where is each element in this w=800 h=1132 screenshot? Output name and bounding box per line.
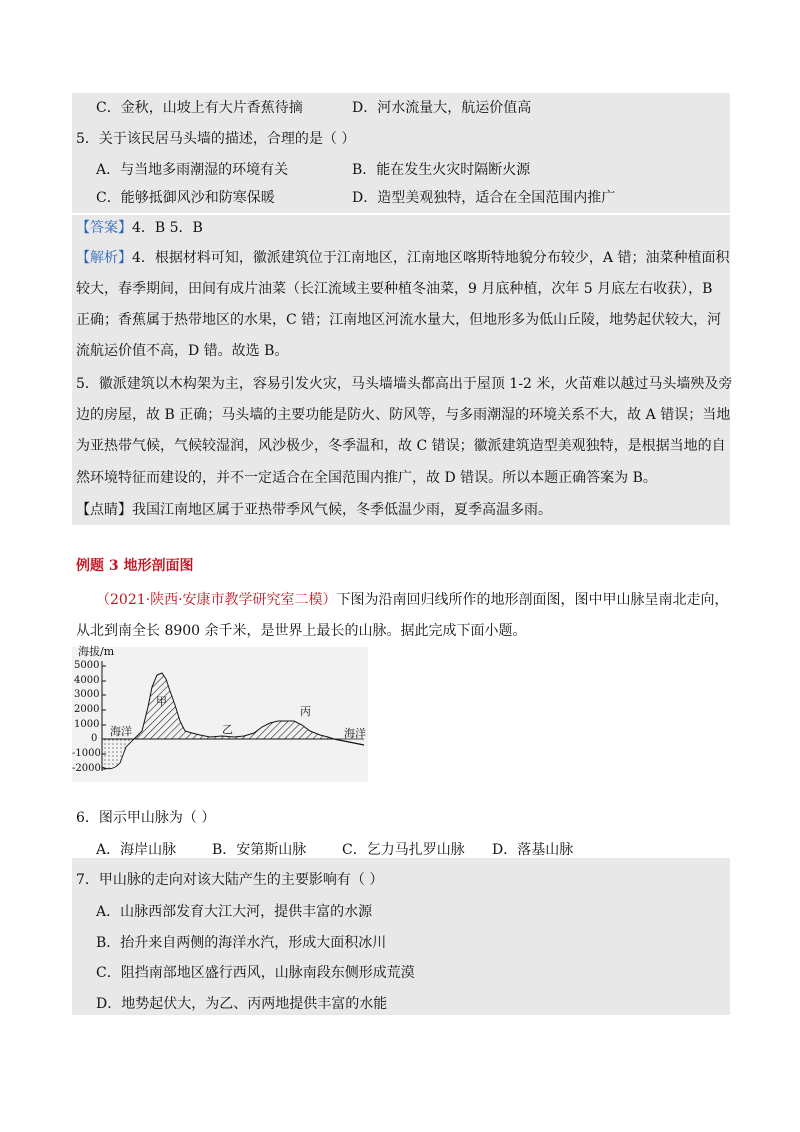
q4-option-d: D．河水流量大，航运价值高 xyxy=(352,100,532,116)
q7-option-a: A．山脉西部发育大江大河，提供丰富的水源 xyxy=(96,904,373,920)
analysis-line-1 xyxy=(76,248,729,268)
example-source: （2021·陕西·安康市教学研究室二模） xyxy=(96,592,337,608)
q4-option-c: C．金秋，山坡上有大片香蕉待摘 xyxy=(96,100,303,116)
q6-option-c: C．乞力马扎罗山脉 xyxy=(342,842,465,858)
tip-line xyxy=(76,500,552,520)
q6-option-a: A．海岸山脉 xyxy=(96,842,177,858)
tick-label-3000: 3000 xyxy=(74,689,100,700)
example-intro-line-2: 从北到南全长 8900 余千米，是世界上最长的山脉。据此完成下面小题。 xyxy=(76,623,527,639)
label-bing: 丙 xyxy=(300,705,311,718)
label-jia: 甲 xyxy=(156,695,167,708)
analysis-tag: 【解析】 xyxy=(76,250,132,266)
tick-label-1000: 1000 xyxy=(74,719,100,730)
q5-option-c: C．能够抵御风沙和防寒保暖 xyxy=(96,190,275,206)
q7-option-d: D．地势起伏大，为乙、丙两地提供丰富的水能 xyxy=(96,996,388,1012)
tick-label-neg2000: -2000 xyxy=(72,763,101,774)
label-yi: 乙 xyxy=(222,723,233,736)
answer-tag: 【答案】 xyxy=(76,220,132,236)
tip-text: 我国江南地区属于亚热带季风气候，冬季低温少雨，夏季高温多雨。 xyxy=(132,502,552,518)
q7-option-c: C．阻挡南部地区盛行西风，山脉南段东侧形成荒漠 xyxy=(96,965,415,981)
ocean-left-shape xyxy=(102,739,134,769)
example-intro-line-1 xyxy=(96,590,729,610)
q6-option-b: B．安第斯山脉 xyxy=(212,842,307,858)
q5-option-b: B．能在发生火灾时隔断火源 xyxy=(352,162,531,178)
analysis-line-3: 正确；香蕉属于热带地区的水果，C 错；江南地区河流水量大，但地形多为低山丘陵，地势起伏较大，河 xyxy=(76,312,722,328)
q7-option-b: B．抬升来自两侧的海洋水汽，形成大面积冰川 xyxy=(96,935,387,951)
terrain-profile-figure xyxy=(72,647,368,782)
tick-label-0: 0 xyxy=(91,733,98,744)
q6-option-d: D．落基山脉 xyxy=(492,842,574,858)
analysis-line-6: 边的房屋，故 B 正确；马头墙的主要功能是防火、防风等，与多雨潮湿的环境关系不大，故 A 错误；当地 xyxy=(76,407,731,423)
q7-stem: 7．甲山脉的走向对该大陆产生的主要影响有（ ） xyxy=(76,872,384,888)
tick-label-5000: 5000 xyxy=(74,660,100,671)
tip-tag: 【点睛】 xyxy=(76,502,132,518)
tick-label-neg1000: -1000 xyxy=(72,748,101,759)
tick-label-4000: 4000 xyxy=(74,675,100,686)
label-ocean-left: 海洋 xyxy=(110,725,132,738)
example-heading: 例题 3 地形剖面图 xyxy=(76,558,194,574)
answer-line xyxy=(76,218,203,238)
example-intro-1: 下图为沿南回归线所作的地形剖面图，图中甲山脉呈南北走向， xyxy=(336,592,729,608)
tick-label-2000: 2000 xyxy=(74,704,100,715)
q5-option-d: D．造型美观独特，适合在全国范围内推广 xyxy=(352,190,616,206)
profile-axis-title: 海拔/m xyxy=(78,645,115,658)
q6-stem: 6．图示甲山脉为（ ） xyxy=(76,810,216,826)
label-ocean-right: 海洋 xyxy=(344,727,366,740)
analysis-line-4: 流航运价值不高，D 错。故选 B。 xyxy=(76,343,289,359)
terrain-profile-svg xyxy=(72,647,368,782)
analysis-line-8: 然环境特征而建设的，并不一定适合在全国范围内推广，故 D 错误。所以本题正确答案为 B。 xyxy=(76,470,657,486)
answer-text: 4．B 5．B xyxy=(132,220,203,236)
analysis-text-1: 4．根据材料可知，徽派建筑位于江南地区，江南地区喀斯特地貌分布较少，A 错；油菜种植面积 xyxy=(132,250,730,266)
analysis-line-5: 5．徽派建筑以木构架为主，容易引发火灾，马头墙墙头都高出于屋顶 1-2 米，火苗难以越过马头墙殃及旁 xyxy=(76,376,733,392)
q5-option-a: A．与当地多雨潮湿的环境有关 xyxy=(96,162,289,178)
q5-stem: 5．关于该民居马头墙的描述，合理的是（ ） xyxy=(76,131,356,147)
analysis-line-2: 较大，春季期间，田间有成片油菜（长江流域主要种植冬油菜，9 月底种植，次年 5 月底左右收获），B xyxy=(76,281,713,297)
analysis-line-7: 为亚热带气候，气候较湿润，风沙极少，冬季温和，故 C 错误；徽派建筑造型美观独特，是根据当地的自 xyxy=(76,438,726,454)
